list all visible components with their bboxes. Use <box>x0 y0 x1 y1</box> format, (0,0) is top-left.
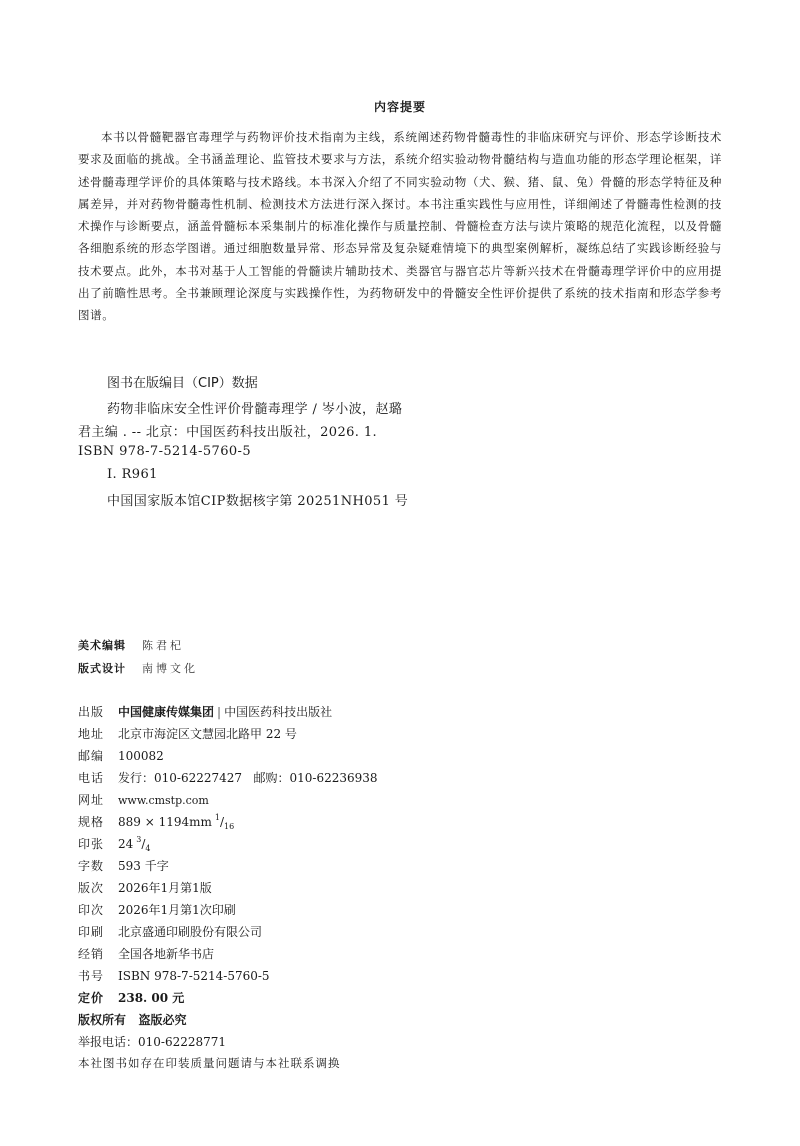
address-row <box>78 725 297 742</box>
summary-title: 内容提要 <box>373 100 426 114</box>
format-numerator: 1 <box>214 813 220 822</box>
art-editor-name: 陈君杞 <box>142 639 184 652</box>
format-denominator: 16 <box>224 822 235 831</box>
sheets-label: 印张 <box>78 837 105 851</box>
cip-isbn-line: ISBN 978-7-5214-5760-5 <box>78 444 251 459</box>
sheets-denominator: 4 <box>145 844 151 853</box>
website-label: 网址 <box>78 793 105 807</box>
cip-editor-line: 君主编 . -- 北京：中国医药科技出版社，2026. 1. <box>78 425 378 440</box>
phone-row <box>78 769 378 786</box>
summary-body: 本书以骨髓靶器官毒理学与药物评价技术指南为主线，系统阐述药物骨髓毒性的非临床研究与评价、形态学诊断技术要求及面临的挑战。全书涵盖理论、监管技术要求与方法，系统介绍实验动物骨髓结构与造血功能的形态学理论框架，详述骨髓毒理学评价的具体策略与技术路线。本书深入介绍了不同实验动物（犬、猴、猪、鼠、兔）骨髓的形态学特征及种属差异，并对药物骨髓毒性机制、检测技术方法进行深入探讨。本书注重实践性与应用性，详细阐述了骨髓毒性检测的技术操作与诊断要点，涵盖骨髓标本采集制片的标准化操作与质量控制、骨髓检查方法与读片策略的规范化流程，以及骨髓各细胞系统的形态学图谱。通过细胞数量异常、形态异常及复杂疑难情境下的典型案例解析，凝练总结了实践诊断经验与技术要点。此外，本书对基于人工智能的骨髓读片辅助技术、类器官与器官芯片等新兴技术在骨髓毒理学评价中的应用提出了前瞻性思考。全书兼顾理论深度与实践操作性，为药物研发中的骨髓安全性评价提供了系统的技术指南和形态学参考图谱。 <box>78 130 722 323</box>
sheets-row: 印张 24 $^3/_4$ <box>78 835 151 853</box>
sheets-value: 24 <box>118 837 134 851</box>
distributor-row <box>78 945 214 962</box>
isbn-value: ISBN 978-7-5214-5760-5 <box>118 969 270 983</box>
cip-heading: 图书在版编目（CIP）数据 <box>107 376 258 391</box>
cip-class-line: Ⅰ. R961 <box>107 467 158 482</box>
printer-value: 北京盛通印刷股份有限公司 <box>118 925 263 939</box>
design-label: 版式设计 <box>78 662 126 675</box>
design-row <box>78 660 198 676</box>
printing-value: 2026年1月第1次印刷 <box>118 903 236 917</box>
price-value: 238. 00 元 <box>118 991 185 1005</box>
cip-title-line: 药物非临床安全性评价骨髓毒理学 / 岑小波，赵璐 <box>107 402 403 417</box>
cip-record-line: 中国国家版本馆CIP数据核字第 20251NH051 号 <box>107 494 409 509</box>
report-phone: 举报电话：010-62228771 <box>78 1035 227 1049</box>
phone-label: 电话 <box>78 771 105 785</box>
postcode-label: 邮编 <box>78 749 105 763</box>
publisher-name: 中国医药科技出版社 <box>224 705 333 719</box>
price-label: 定价 <box>78 991 105 1005</box>
price-row <box>78 989 184 1006</box>
art-editor-row <box>78 637 184 653</box>
printer-row <box>78 923 262 940</box>
rights-notice: 版权所有 盗版必究 <box>78 1013 187 1027</box>
printer-label: 印刷 <box>78 925 105 939</box>
distributor-label: 经销 <box>78 947 105 961</box>
distributor-value: 全国各地新华书店 <box>118 947 215 961</box>
format-row: 规格 889 × 1194mm $^1/_{16}$ <box>78 813 235 831</box>
isbn-label: 书号 <box>78 969 105 983</box>
printing-row <box>78 901 236 918</box>
website-row <box>78 791 209 808</box>
publisher-label: 出版 <box>78 705 105 719</box>
format-label: 规格 <box>78 815 105 829</box>
format-value: 889 × 1194mm <box>118 815 212 829</box>
postcode-row <box>78 747 164 764</box>
art-editor-label: 美术编辑 <box>78 639 126 652</box>
phone-value: 发行：010-62227427 邮购：010-62236938 <box>118 771 378 785</box>
isbn-row <box>78 967 270 984</box>
printing-label: 印次 <box>78 903 105 917</box>
quality-notice: 本社图书如存在印装质量问题请与本社联系调换 <box>78 1056 341 1070</box>
edition-label: 版次 <box>78 881 105 895</box>
edition-row <box>78 879 212 896</box>
postcode-value: 100082 <box>118 749 164 763</box>
publisher-divider: | <box>217 705 222 719</box>
website-value: www.cmstp.com <box>118 794 209 807</box>
sheets-numerator: 3 <box>136 835 142 844</box>
words-label: 字数 <box>78 859 105 873</box>
address-label: 地址 <box>78 727 105 741</box>
edition-value: 2026年1月第1版 <box>118 881 212 895</box>
address-value: 北京市海淀区文慧园北路甲 22 号 <box>118 727 297 741</box>
publisher-group: 中国健康传媒集团 <box>118 705 215 719</box>
publisher-row <box>78 703 332 720</box>
design-name: 南博文化 <box>142 662 198 675</box>
words-row <box>78 857 169 874</box>
words-value: 593 千字 <box>118 859 169 873</box>
